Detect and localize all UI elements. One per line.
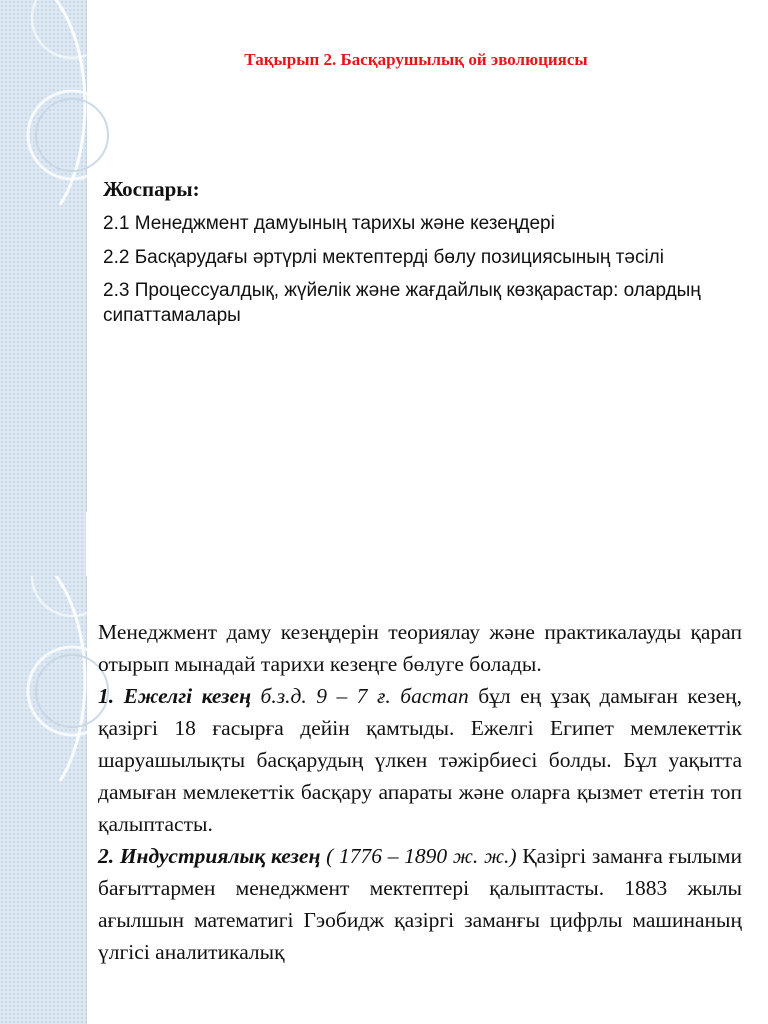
period-2-paragraph	[98, 840, 742, 968]
slide-2	[0, 576, 768, 1024]
period-2-text: Қазіргі заманға ғылыми бағыттармен менеджмент мектептері қалыптасты. 1883 жылы ағылшын математигі Гэобидж қазіргі заманғы цифрлы машинаның үлгісі аналитикалық	[98, 844, 742, 965]
plan-item-1: 2.1 Менеджмент дамуының тарихы және кезеңдері	[103, 213, 555, 234]
decorative-dotted-strip	[0, 512, 86, 576]
period-1-text: бұл ең ұзақ дамыған кезең, қазіргі 18 ғасырға дейін қамтыды. Ежелгі Египет мемлекеттік шаруашылықты басқарудың үлкен тәжірбиесі болды. Бұл уақытта дамыған мемлекеттік басқару апараты және оларға қызмет ететін топ қалыптасты.	[98, 684, 742, 837]
slide-title: Тақырып 2. Басқарушылық ой эволюциясы	[244, 50, 588, 69]
period-2-title: 2. Индустриялық кезең	[98, 844, 321, 869]
plan-item-3: 2.3 Процессуалдық, жүйелік және жағдайлық көзқарастар: олардың сипаттамалары	[103, 280, 701, 327]
intro-paragraph: Менеджмент даму кезеңдерін теориялау және практикалауды қарап отырып мынадай тарихи кезеңге бөлуге болады.	[98, 620, 742, 677]
period-1-paragraph	[98, 680, 742, 840]
body-text	[98, 616, 742, 968]
plan-item-2: 2.2 Басқарудағы әртүрлі мектептерді бөлу позициясының тәсілі	[103, 246, 664, 268]
slide-gap	[0, 512, 768, 576]
plan-section	[103, 177, 743, 338]
plan-heading: Жоспары:	[103, 177, 200, 201]
period-1-title: 1. Ежелгі кезең	[98, 684, 252, 709]
period-1-dates: б.з.д. 9 – 7 ғ. бастап	[251, 684, 469, 709]
period-2-dates: ( 1776 – 1890 ж. ж.)	[320, 844, 517, 869]
